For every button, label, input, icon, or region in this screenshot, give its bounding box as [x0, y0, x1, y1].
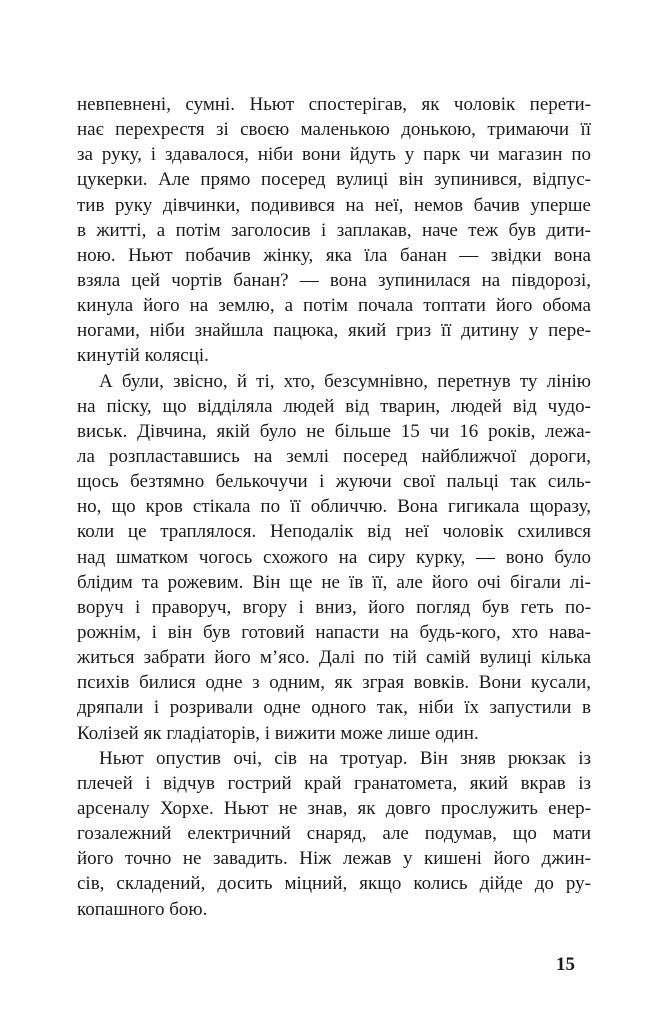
text-line: арсеналу Хорхе. Ньют не знав, як довго прослужить енер- — [77, 797, 591, 819]
paragraph — [77, 746, 591, 922]
text-line: копашного бою. — [77, 898, 208, 920]
paragraph — [77, 92, 591, 369]
text-line: його точно не завадить. Ніж лежав у кишені його джин- — [77, 848, 591, 870]
text-line: блідим та рожевим. Він ще не їв її, але його очі бігали лі- — [77, 571, 591, 593]
text-line: сів, складений, досить міцний, якщо колись дійде до ру- — [77, 873, 591, 895]
text-line: но, що кров стікала по її обличчю. Вона гигикала щоразу, — [77, 496, 591, 518]
body-text — [77, 92, 591, 922]
text-line: ною. Ньют побачив жінку, яка їла банан — звідки вона — [77, 244, 591, 266]
text-line: дряпали і розривали одне одного так, ніби їх запустили в — [77, 697, 591, 719]
text-line: плечей і відчув гострий край гранатомета, який вкрав із — [77, 772, 591, 794]
text-line: за руку, і здавалося, ніби вони йдуть у парк чи магазин по — [77, 144, 591, 166]
page-number: 15 — [556, 954, 575, 975]
text-line: взяла цей чортів банан? — вона зупинилася на півдорозі, — [77, 269, 591, 291]
text-line: кинула його на землю, а потім почала топтати його обома — [77, 295, 591, 317]
paragraph — [77, 369, 591, 746]
text-line: кинутій колясці. — [77, 345, 209, 367]
text-line: Ньют опустив очі, сів на тротуар. Він зняв рюкзак із — [99, 747, 591, 769]
text-line: воруч і праворуч, вгору і вниз, його погляд був геть по- — [77, 596, 591, 618]
text-line: гозалежний електричний снаряд, але подумав, що мати — [77, 823, 591, 845]
text-line: щось безтямно белькочучи і жуючи свої пальці так силь- — [77, 471, 591, 493]
text-line: над шматком чогось схожого на сиру курку, — воно було — [77, 546, 591, 568]
text-line: в житті, а потім заголосив і заплакав, наче теж був дити- — [77, 219, 591, 241]
text-line: житься забрати його м’ясо. Далі по тій самій вулиці кілька — [77, 647, 591, 669]
text-line: коли це траплялося. Неподалік від неї чоловік схилився — [77, 521, 591, 543]
text-line: цукерки. Але прямо посеред вулиці він зупинився, відпус- — [77, 169, 591, 191]
text-line: психів билися одне з одним, як зграя вовків. Вони кусали, — [77, 672, 591, 694]
text-line: А були, звісно, й ті, хто, безсумнівно, перетнув ту лінію — [99, 370, 591, 392]
text-line: на піску, що відділяла людей від тварин, людей від чудо- — [77, 395, 591, 417]
text-line: нає перехрестя зі своєю маленькою донькою, тримаючи її — [77, 119, 591, 141]
text-line: ногами, ніби знайшла пацюка, який гриз її дитину у пере- — [77, 320, 591, 342]
text-line: Колізей як гладіаторів, і вижити може лише один. — [77, 722, 479, 744]
text-line: виськ. Дівчина, якій було не більше 15 чи 16 років, лежа- — [77, 420, 591, 442]
text-line: невпевнені, сумні. Ньют спостерігав, як чоловік перети- — [77, 94, 591, 115]
text-line: тив руку дівчинки, подивився на неї, немов бачив уперше — [77, 194, 591, 216]
text-line: рожнім, і він був готовий напасти на будь-кого, хто нава- — [77, 621, 591, 643]
text-line: ла розпластавшись на землі посеред найближчої дороги, — [77, 445, 591, 467]
